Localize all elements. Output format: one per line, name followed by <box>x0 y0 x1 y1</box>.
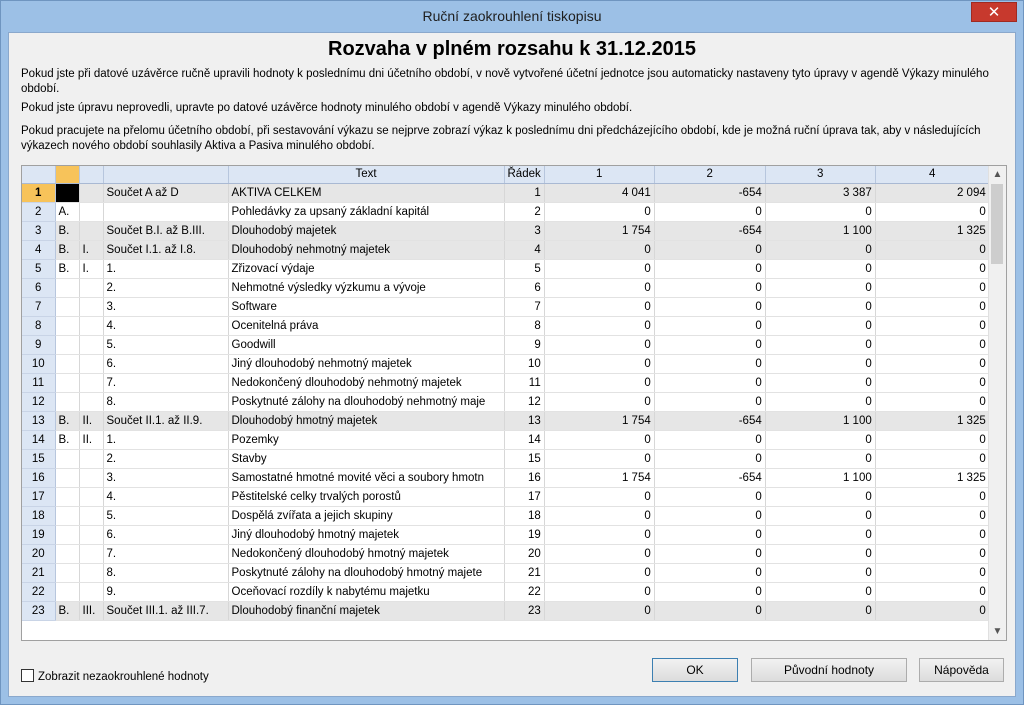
row-code-cell[interactable]: 22 <box>504 582 544 601</box>
sum-cell[interactable]: 5. <box>103 506 228 525</box>
roman-cell[interactable] <box>79 297 103 316</box>
value-1-cell[interactable]: 4 041 <box>544 183 654 202</box>
info-paragraph-3: Pokud pracujete na přelomu účetního období, při sestavování výkazu se nejprve zobrazí výkaz k poslednímu dni předcházejícího období, kde je možná ruční úprava tak, aby v následujících výkazech nového období souhlasily Aktiva a Pasiva minulého období. <box>21 125 981 152</box>
value-4-cell[interactable]: 0 <box>875 430 989 449</box>
row-number-cell[interactable]: 15 <box>22 449 55 468</box>
value-1-cell[interactable]: 0 <box>544 316 654 335</box>
text-cell[interactable]: Software <box>228 297 504 316</box>
value-3-cell[interactable]: 0 <box>765 373 875 392</box>
value-3-cell[interactable]: 0 <box>765 487 875 506</box>
value-4-cell[interactable]: 0 <box>875 240 989 259</box>
roman-cell[interactable]: III. <box>79 601 103 620</box>
value-1-cell[interactable]: 0 <box>544 430 654 449</box>
row-code-cell[interactable]: 19 <box>504 525 544 544</box>
letter-cell[interactable]: B. <box>55 601 79 620</box>
table-header-row <box>22 166 989 183</box>
value-2-cell[interactable]: 0 <box>654 430 765 449</box>
letter-cell[interactable]: B. <box>55 411 79 430</box>
table-row[interactable] <box>22 525 989 544</box>
letter-cell[interactable] <box>55 373 79 392</box>
close-button[interactable]: ✕ <box>971 2 1017 22</box>
value-3-cell[interactable]: 0 <box>765 601 875 620</box>
row-number-cell[interactable]: 10 <box>22 354 55 373</box>
value-2-cell[interactable]: 0 <box>654 259 765 278</box>
row-code-cell[interactable]: 3 <box>504 221 544 240</box>
scrollbar-thumb[interactable] <box>991 184 1003 264</box>
roman-cell[interactable] <box>79 335 103 354</box>
text-cell[interactable]: Oceňovací rozdíly k nabytému majetku <box>228 582 504 601</box>
value-3-cell[interactable]: 0 <box>765 335 875 354</box>
table-row[interactable] <box>22 392 989 411</box>
value-2-cell[interactable]: 0 <box>654 316 765 335</box>
row-number-cell[interactable]: 17 <box>22 487 55 506</box>
text-cell[interactable]: Dospělá zvířata a jejich skupiny <box>228 506 504 525</box>
scroll-up-arrow-icon[interactable]: ▲ <box>992 169 1003 180</box>
info-paragraph-2: Pokud jste úpravu neprovedli, upravte po datové uzávěrce hodnoty minulého období v agendě Výkazy minulého období. <box>21 102 633 114</box>
table-row[interactable] <box>22 202 989 221</box>
header-col-2[interactable]: 2 <box>654 166 765 183</box>
window-title: Ruční zaokrouhlení tiskopisu <box>422 8 602 24</box>
text-cell[interactable]: Ocenitelná práva <box>228 316 504 335</box>
header-col-4[interactable]: 4 <box>875 166 989 183</box>
roman-cell[interactable] <box>79 278 103 297</box>
text-cell[interactable]: Dlouhodobý finanční majetek <box>228 601 504 620</box>
letter-cell[interactable] <box>55 525 79 544</box>
text-cell[interactable]: Samostatné hmotné movité věci a soubory hmotn <box>228 468 504 487</box>
value-2-cell[interactable]: -654 <box>654 468 765 487</box>
value-1-cell[interactable]: 0 <box>544 259 654 278</box>
letter-cell[interactable]: A. <box>55 202 79 221</box>
sum-cell[interactable]: 4. <box>103 487 228 506</box>
value-3-cell[interactable]: 0 <box>765 563 875 582</box>
letter-cell[interactable]: B. <box>55 240 79 259</box>
value-3-cell[interactable]: 0 <box>765 582 875 601</box>
text-cell[interactable]: AKTIVA CELKEM <box>228 183 504 202</box>
letter-cell[interactable] <box>55 316 79 335</box>
table-row[interactable] <box>22 506 989 525</box>
text-cell[interactable]: Dlouhodobý majetek <box>228 221 504 240</box>
value-3-cell[interactable]: 0 <box>765 259 875 278</box>
letter-cell[interactable]: B. <box>55 430 79 449</box>
row-code-cell[interactable]: 5 <box>504 259 544 278</box>
value-4-cell[interactable]: 0 <box>875 544 989 563</box>
roman-cell[interactable]: I. <box>79 240 103 259</box>
table-row[interactable] <box>22 373 989 392</box>
value-4-cell[interactable]: 0 <box>875 563 989 582</box>
row-code-cell[interactable]: 1 <box>504 183 544 202</box>
table-row[interactable] <box>22 544 989 563</box>
table-row[interactable] <box>22 468 989 487</box>
roman-cell[interactable] <box>79 468 103 487</box>
balance-grid[interactable] <box>21 165 1007 641</box>
row-number-cell[interactable]: 9 <box>22 335 55 354</box>
value-3-cell[interactable]: 3 387 <box>765 183 875 202</box>
value-1-cell[interactable]: 1 754 <box>544 221 654 240</box>
sum-cell[interactable]: 1. <box>103 259 228 278</box>
value-4-cell[interactable]: 0 <box>875 316 989 335</box>
value-1-cell[interactable]: 0 <box>544 335 654 354</box>
roman-cell[interactable] <box>79 392 103 411</box>
value-1-cell[interactable]: 0 <box>544 487 654 506</box>
row-code-cell[interactable]: 12 <box>504 392 544 411</box>
row-code-cell[interactable]: 8 <box>504 316 544 335</box>
original-values-button[interactable]: Původní hodnoty <box>751 658 907 682</box>
row-code-cell[interactable]: 10 <box>504 354 544 373</box>
table-row[interactable] <box>22 259 989 278</box>
row-code-cell[interactable]: 18 <box>504 506 544 525</box>
value-3-cell[interactable]: 0 <box>765 354 875 373</box>
row-code-cell[interactable]: 9 <box>504 335 544 354</box>
value-4-cell[interactable]: 0 <box>875 506 989 525</box>
table-row[interactable] <box>22 582 989 601</box>
table-row[interactable] <box>22 221 989 240</box>
table-row[interactable] <box>22 183 989 202</box>
scroll-down-arrow-icon[interactable]: ▼ <box>992 626 1003 637</box>
value-4-cell[interactable]: 2 094 <box>875 183 989 202</box>
row-code-cell[interactable]: 13 <box>504 411 544 430</box>
row-number-cell[interactable]: 4 <box>22 240 55 259</box>
balance-table <box>22 166 990 621</box>
value-4-cell[interactable]: 0 <box>875 259 989 278</box>
roman-cell[interactable] <box>79 563 103 582</box>
value-4-cell[interactable]: 0 <box>875 278 989 297</box>
sum-cell[interactable]: 7. <box>103 373 228 392</box>
row-code-cell[interactable]: 23 <box>504 601 544 620</box>
vertical-scrollbar[interactable] <box>988 166 1006 640</box>
value-2-cell[interactable]: -654 <box>654 221 765 240</box>
table-row[interactable] <box>22 354 989 373</box>
row-number-cell[interactable]: 22 <box>22 582 55 601</box>
info-paragraph-1: Pokud jste při datové uzávěrce ručně upravili hodnoty k poslednímu dni účetního období, v nově vytvořené účetní jednotce jsou automaticky nastaveny tyto úpravy v agendě Výkazy minulého období. <box>21 68 989 95</box>
value-2-cell[interactable]: 0 <box>654 525 765 544</box>
row-number-cell[interactable]: 14 <box>22 430 55 449</box>
sum-cell[interactable]: 3. <box>103 297 228 316</box>
value-2-cell[interactable]: 0 <box>654 335 765 354</box>
value-4-cell[interactable]: 0 <box>875 392 989 411</box>
header-col-letter[interactable] <box>55 166 79 183</box>
value-4-cell[interactable]: 1 325 <box>875 468 989 487</box>
roman-cell[interactable] <box>79 544 103 563</box>
text-cell[interactable]: Pozemky <box>228 430 504 449</box>
value-1-cell[interactable]: 0 <box>544 354 654 373</box>
header-col-text[interactable]: Text <box>228 166 504 183</box>
value-4-cell[interactable]: 0 <box>875 601 989 620</box>
title-bar <box>1 1 1023 33</box>
sum-cell[interactable]: Součet B.I. až B.III. <box>103 221 228 240</box>
header-col-row[interactable]: Řádek <box>504 166 544 183</box>
text-cell[interactable]: Nehmotné výsledky výzkumu a vývoje <box>228 278 504 297</box>
row-number-cell[interactable]: 18 <box>22 506 55 525</box>
value-1-cell[interactable]: 0 <box>544 601 654 620</box>
table-row[interactable] <box>22 430 989 449</box>
value-2-cell[interactable]: 0 <box>654 240 765 259</box>
checkbox-label: Zobrazit nezaokrouhlené hodnoty <box>38 671 209 683</box>
value-2-cell[interactable]: 0 <box>654 544 765 563</box>
roman-cell[interactable] <box>79 487 103 506</box>
sum-cell[interactable]: 6. <box>103 354 228 373</box>
value-3-cell[interactable]: 0 <box>765 525 875 544</box>
value-2-cell[interactable]: 0 <box>654 354 765 373</box>
row-code-cell[interactable]: 16 <box>504 468 544 487</box>
sum-cell[interactable]: Součet II.1. až II.9. <box>103 411 228 430</box>
row-number-cell[interactable]: 12 <box>22 392 55 411</box>
help-button[interactable]: Nápověda <box>919 658 1004 682</box>
value-3-cell[interactable]: 1 100 <box>765 221 875 240</box>
value-3-cell[interactable]: 0 <box>765 297 875 316</box>
sum-cell[interactable]: Součet A až D <box>103 183 228 202</box>
sum-cell[interactable]: 5. <box>103 335 228 354</box>
value-3-cell[interactable]: 0 <box>765 449 875 468</box>
value-1-cell[interactable]: 0 <box>544 563 654 582</box>
row-code-cell[interactable]: 2 <box>504 202 544 221</box>
letter-cell[interactable] <box>55 487 79 506</box>
value-1-cell[interactable]: 0 <box>544 297 654 316</box>
letter-cell[interactable] <box>55 354 79 373</box>
table-row[interactable] <box>22 601 989 620</box>
value-3-cell[interactable]: 0 <box>765 506 875 525</box>
value-4-cell[interactable]: 0 <box>875 297 989 316</box>
value-2-cell[interactable]: 0 <box>654 373 765 392</box>
sum-cell[interactable]: 8. <box>103 392 228 411</box>
row-number-cell[interactable]: 3 <box>22 221 55 240</box>
show-unrounded-checkbox[interactable] <box>21 669 209 683</box>
value-3-cell[interactable]: 0 <box>765 392 875 411</box>
value-2-cell[interactable]: 0 <box>654 506 765 525</box>
text-cell[interactable]: Pěstitelské celky trvalých porostů <box>228 487 504 506</box>
value-2-cell[interactable]: 0 <box>654 202 765 221</box>
sum-cell[interactable]: 6. <box>103 525 228 544</box>
letter-cell[interactable]: B. <box>55 259 79 278</box>
row-number-cell[interactable]: 23 <box>22 601 55 620</box>
text-cell[interactable]: Dlouhodobý hmotný majetek <box>228 411 504 430</box>
row-number-cell[interactable]: 11 <box>22 373 55 392</box>
letter-cell[interactable] <box>55 582 79 601</box>
value-4-cell[interactable]: 0 <box>875 373 989 392</box>
sum-cell[interactable]: 7. <box>103 544 228 563</box>
roman-cell[interactable] <box>79 449 103 468</box>
text-cell[interactable]: Nedokončený dlouhodobý nehmotný majetek <box>228 373 504 392</box>
value-1-cell[interactable]: 0 <box>544 449 654 468</box>
table-row[interactable] <box>22 240 989 259</box>
value-2-cell[interactable]: 0 <box>654 278 765 297</box>
value-3-cell[interactable]: 0 <box>765 544 875 563</box>
value-1-cell[interactable]: 0 <box>544 373 654 392</box>
roman-cell[interactable] <box>79 373 103 392</box>
table-row[interactable] <box>22 449 989 468</box>
report-heading: Rozvaha v plném rozsahu k 31.12.2015 <box>328 38 696 60</box>
text-cell[interactable]: Poskytnuté zálohy na dlouhodobý hmotný majete <box>228 563 504 582</box>
value-1-cell[interactable]: 0 <box>544 278 654 297</box>
header-col-1[interactable]: 1 <box>544 166 654 183</box>
row-number-cell[interactable]: 21 <box>22 563 55 582</box>
row-number-cell[interactable]: 16 <box>22 468 55 487</box>
value-2-cell[interactable]: 0 <box>654 582 765 601</box>
value-1-cell[interactable]: 0 <box>544 506 654 525</box>
row-number-cell[interactable]: 1 <box>22 183 55 202</box>
row-number-cell[interactable]: 7 <box>22 297 55 316</box>
value-4-cell[interactable]: 1 325 <box>875 411 989 430</box>
value-2-cell[interactable]: 0 <box>654 392 765 411</box>
value-4-cell[interactable]: 1 325 <box>875 221 989 240</box>
row-number-cell[interactable]: 20 <box>22 544 55 563</box>
value-1-cell[interactable]: 1 754 <box>544 468 654 487</box>
row-number-cell[interactable]: 6 <box>22 278 55 297</box>
row-number-cell[interactable]: 19 <box>22 525 55 544</box>
value-4-cell[interactable]: 0 <box>875 582 989 601</box>
letter-cell[interactable] <box>55 544 79 563</box>
value-1-cell[interactable]: 0 <box>544 240 654 259</box>
table-row[interactable] <box>22 335 989 354</box>
value-4-cell[interactable]: 0 <box>875 202 989 221</box>
roman-cell[interactable] <box>79 221 103 240</box>
sum-cell[interactable]: Součet I.1. až I.8. <box>103 240 228 259</box>
value-2-cell[interactable]: -654 <box>654 183 765 202</box>
ok-button[interactable]: OK <box>652 658 738 682</box>
roman-cell[interactable]: II. <box>79 430 103 449</box>
text-cell[interactable]: Goodwill <box>228 335 504 354</box>
letter-cell[interactable] <box>55 563 79 582</box>
value-1-cell[interactable]: 0 <box>544 525 654 544</box>
row-code-cell[interactable]: 20 <box>504 544 544 563</box>
roman-cell[interactable] <box>79 183 103 202</box>
value-3-cell[interactable]: 1 100 <box>765 411 875 430</box>
value-4-cell[interactable]: 0 <box>875 525 989 544</box>
text-cell[interactable]: Stavby <box>228 449 504 468</box>
row-number-cell[interactable]: 2 <box>22 202 55 221</box>
letter-cell[interactable]: B. <box>55 221 79 240</box>
roman-cell[interactable]: I. <box>79 259 103 278</box>
table-row[interactable] <box>22 316 989 335</box>
table-row[interactable] <box>22 487 989 506</box>
row-number-cell[interactable]: 13 <box>22 411 55 430</box>
value-2-cell[interactable]: -654 <box>654 411 765 430</box>
letter-cell[interactable] <box>55 297 79 316</box>
row-code-cell[interactable]: 15 <box>504 449 544 468</box>
text-cell[interactable]: Zřizovací výdaje <box>228 259 504 278</box>
value-2-cell[interactable]: 0 <box>654 297 765 316</box>
header-col-roman[interactable] <box>79 166 103 183</box>
value-3-cell[interactable]: 0 <box>765 202 875 221</box>
table-row[interactable] <box>22 297 989 316</box>
text-cell[interactable]: Jiný dlouhodobý hmotný majetek <box>228 525 504 544</box>
text-cell[interactable]: Nedokončený dlouhodobý hmotný majetek <box>228 544 504 563</box>
roman-cell[interactable] <box>79 354 103 373</box>
row-code-cell[interactable]: 7 <box>504 297 544 316</box>
checkbox-box[interactable] <box>21 669 34 682</box>
letter-cell[interactable] <box>55 183 79 202</box>
value-3-cell[interactable]: 0 <box>765 278 875 297</box>
row-code-cell[interactable]: 6 <box>504 278 544 297</box>
table-row[interactable] <box>22 278 989 297</box>
value-2-cell[interactable]: 0 <box>654 487 765 506</box>
roman-cell[interactable] <box>79 202 103 221</box>
value-4-cell[interactable]: 0 <box>875 335 989 354</box>
letter-cell[interactable] <box>55 468 79 487</box>
letter-cell[interactable] <box>55 335 79 354</box>
sum-cell[interactable]: 3. <box>103 468 228 487</box>
row-code-cell[interactable]: 17 <box>504 487 544 506</box>
row-header-corner[interactable] <box>22 166 55 183</box>
value-3-cell[interactable]: 0 <box>765 240 875 259</box>
value-2-cell[interactable]: 0 <box>654 601 765 620</box>
text-cell[interactable]: Dlouhodobý nehmotný majetek <box>228 240 504 259</box>
roman-cell[interactable] <box>79 506 103 525</box>
letter-cell[interactable] <box>55 449 79 468</box>
table-row[interactable] <box>22 411 989 430</box>
value-4-cell[interactable]: 0 <box>875 354 989 373</box>
sum-cell[interactable]: 8. <box>103 563 228 582</box>
row-code-cell[interactable]: 11 <box>504 373 544 392</box>
value-1-cell[interactable]: 0 <box>544 202 654 221</box>
letter-cell[interactable] <box>55 392 79 411</box>
row-number-cell[interactable]: 5 <box>22 259 55 278</box>
letter-cell[interactable] <box>55 278 79 297</box>
row-code-cell[interactable]: 14 <box>504 430 544 449</box>
roman-cell[interactable] <box>79 316 103 335</box>
value-1-cell[interactable]: 1 754 <box>544 411 654 430</box>
dialog-body <box>8 32 1016 697</box>
sum-cell[interactable]: 2. <box>103 278 228 297</box>
roman-cell[interactable]: II. <box>79 411 103 430</box>
row-code-cell[interactable]: 21 <box>504 563 544 582</box>
value-3-cell[interactable]: 1 100 <box>765 468 875 487</box>
row-number-cell[interactable]: 8 <box>22 316 55 335</box>
sum-cell[interactable]: 2. <box>103 449 228 468</box>
text-cell[interactable]: Pohledávky za upsaný základní kapitál <box>228 202 504 221</box>
sum-cell[interactable]: Součet III.1. až III.7. <box>103 601 228 620</box>
value-4-cell[interactable]: 0 <box>875 487 989 506</box>
value-3-cell[interactable]: 0 <box>765 316 875 335</box>
value-1-cell[interactable]: 0 <box>544 392 654 411</box>
sum-cell[interactable] <box>103 202 228 221</box>
value-1-cell[interactable]: 0 <box>544 544 654 563</box>
sum-cell[interactable]: 9. <box>103 582 228 601</box>
table-row[interactable] <box>22 563 989 582</box>
text-cell[interactable]: Jiný dlouhodobý nehmotný majetek <box>228 354 504 373</box>
value-4-cell[interactable]: 0 <box>875 449 989 468</box>
row-code-cell[interactable]: 4 <box>504 240 544 259</box>
header-col-3[interactable]: 3 <box>765 166 875 183</box>
value-3-cell[interactable]: 0 <box>765 430 875 449</box>
roman-cell[interactable] <box>79 525 103 544</box>
header-col-sum[interactable] <box>103 166 228 183</box>
sum-cell[interactable]: 1. <box>103 430 228 449</box>
value-1-cell[interactable]: 0 <box>544 582 654 601</box>
roman-cell[interactable] <box>79 582 103 601</box>
text-cell[interactable]: Poskytnuté zálohy na dlouhodobý nehmotný maje <box>228 392 504 411</box>
sum-cell[interactable]: 4. <box>103 316 228 335</box>
value-2-cell[interactable]: 0 <box>654 449 765 468</box>
value-2-cell[interactable]: 0 <box>654 563 765 582</box>
letter-cell[interactable] <box>55 506 79 525</box>
